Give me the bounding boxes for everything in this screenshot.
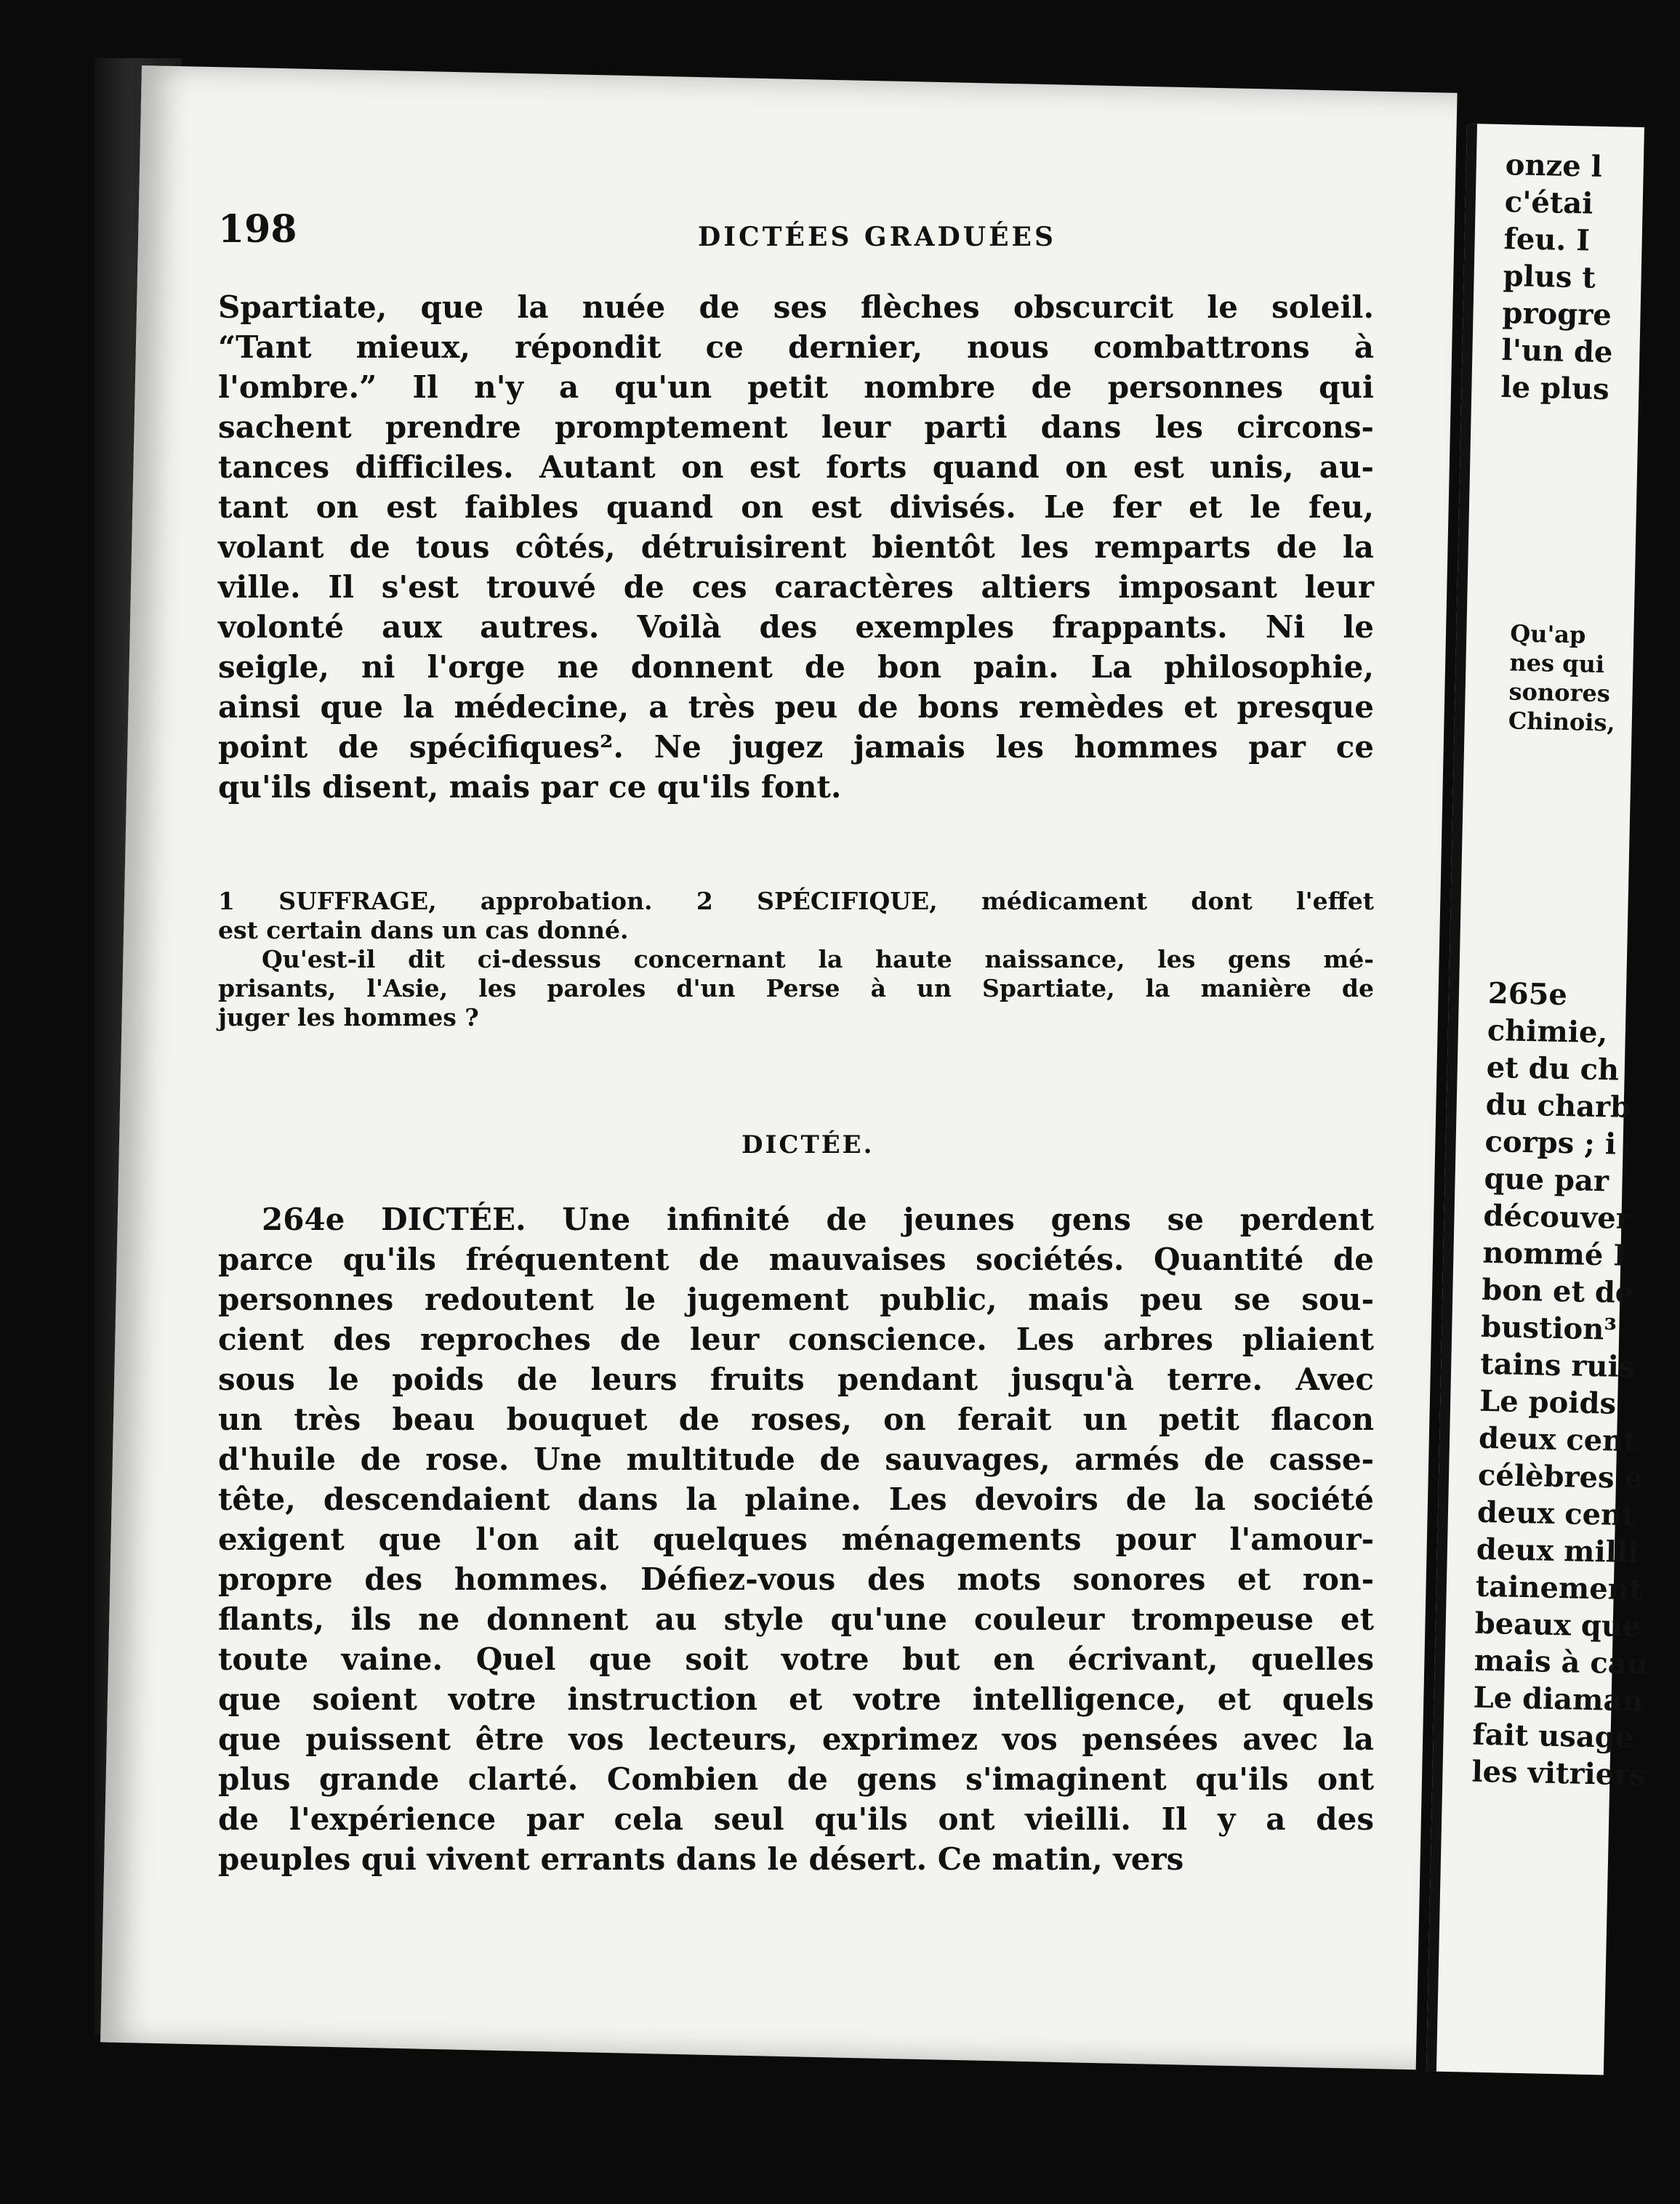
right-page-questions [1508,619,1617,737]
text-line: Chinois, [1508,707,1615,737]
text-line: “Tant mieux, répondit ce dernier, nous combattrons à [218,329,1374,365]
text-line: point de spécifiques². Ne jugez jamais les hommes par ce [218,729,1374,765]
text-line: exigent que l'on ait quelques ménagements pour l'amour- [218,1521,1374,1557]
text-line: le plus [1500,370,1610,407]
text-line: l'ombre.” Il n'y a qu'un petit nombre de personnes qui [218,369,1374,405]
text-line: et du ch [1486,1050,1620,1087]
text-line: mais à cau [1474,1643,1649,1681]
text-line: un très beau bouquet de roses, on ferait un petit flacon [218,1401,1374,1437]
text-line: Le poids [1479,1383,1617,1421]
text-line: sachent prendre promptement leur parti dans les circons- [218,409,1374,445]
text-line: progre [1502,296,1612,333]
text-line: 265e [1487,976,1568,1013]
text-line: deux milli [1476,1532,1639,1570]
text-line: nes qui [1509,648,1605,679]
text-line: tant on est faibles quand on est divisés. Le fer et le feu, [218,489,1374,525]
footnotes [218,887,1374,945]
right-page [1426,124,1649,2075]
text-line: deux cent [1476,1495,1636,1533]
text-line: plus grande clarté. Combien de gens s'imaginent qu'ils ont [218,1761,1374,1797]
text-line: plus t [1503,259,1596,295]
text-line: deux cent [1478,1420,1638,1459]
text-line: de l'expérience par cela seul qu'ils ont vieilli. Il y a des [218,1801,1374,1837]
right-page-text-top [1500,146,1617,408]
text-line: sous le poids de leurs fruits pendant jusqu'à terre. Avec [218,1362,1374,1397]
text-line: que soient votre instruction et votre intelligence, et quels [218,1681,1374,1717]
running-head: DICTÉES GRADUÉES [698,222,1056,252]
right-page-dictation-265 [1471,975,1663,1794]
text-line: Spartiate, que la nuée de ses flèches obscurcit le soleil. [218,289,1374,325]
text-line: feu. I [1503,222,1591,258]
text-line: volant de tous côtés, détruisirent bientôt les remparts de la [218,529,1374,565]
text-line: c'étai [1504,185,1593,221]
text-line: corps ; i [1484,1124,1617,1162]
text-line: beaux que [1474,1606,1641,1644]
text-line: tains ruis [1479,1346,1636,1385]
text-line: découver [1483,1198,1632,1236]
text-line: d'huile de rose. Une multitude de sauvages, armés de casse- [218,1441,1374,1477]
text-line: les vitriers [1471,1754,1647,1793]
footnote-line: 1 SUFFRAGE, approbation. 2 SPÉCIFIQUE, médicament dont l'effet [218,887,1374,915]
text-line: personnes redoutent le jugement public, mais peu se sou- [218,1282,1374,1317]
page-header [218,207,1381,251]
question-line: Qu'est-il dit ci-dessus concernant la haute naissance, les gens mé- [262,945,1374,973]
text-line: nommé I [1482,1235,1628,1273]
text-line: tête, descendaient dans la plaine. Les devoirs de la société [218,1481,1374,1517]
text-line: sonores [1508,677,1611,708]
text-line: cient des reproches de leur conscience. Les arbres pliaient [218,1322,1374,1357]
text-line: l'un de [1500,333,1613,370]
text-line: 264e DICTÉE. Une infinité de jeunes gens se perdent [262,1202,1374,1237]
page-number: 198 [218,207,297,252]
footnote-line: est certain dans un cas donné. [218,916,629,944]
text-line: bustion³ [1480,1309,1617,1347]
text-line: toute vaine. Quel que soit votre but en écrivant, quelles [218,1641,1374,1677]
paragraph-continuation [218,287,1374,807]
text-line: bon et de [1481,1272,1634,1311]
text-line: onze l [1505,148,1603,184]
text-line: ville. Il s'est trouvé de ces caractères altiers imposant leur [218,569,1374,605]
text-line: volonté aux autres. Voilà des exemples frappants. Ni le [218,609,1374,645]
text-line: que puissent être vos lecteurs, exprimez vos pensées avec la [218,1721,1374,1757]
text-line: qu'ils disent, mais par ce qu'ils font. [218,769,842,805]
text-line: Qu'ap [1509,619,1586,649]
text-line: chimie, [1487,1013,1608,1050]
text-line: ainsi que la médecine, a très peu de bons remèdes et presque [218,689,1374,725]
text-line: flants, ils ne donnent au style qu'une couleur trompeuse et [218,1601,1374,1637]
dictation-264 [218,1199,1374,1879]
text-line: fait usage [1472,1717,1634,1755]
text-line: que par [1484,1161,1609,1199]
text-line: tainement [1475,1569,1643,1607]
text-line: parce qu'ils fréquentent de mauvaises sociétés. Quantité de [218,1242,1374,1277]
section-title: DICTÉE. [741,1130,875,1159]
review-questions [218,945,1374,1032]
text-line: peuples qui vivent errants dans le désert. Ce matin, vers [218,1841,1184,1877]
text-line: propre des hommes. Défiez-vous des mots sonores et ron- [218,1561,1374,1597]
question-line: prisants, l'Asie, les paroles d'un Perse à un Spartiate, la manière de [218,974,1374,1002]
text-line: tances difficiles. Autant on est forts quand on est unis, au- [218,449,1374,485]
question-line: juger les hommes ? [218,1003,479,1031]
text-line: seigle, ni l'orge ne donnent de bon pain. La philosophie, [218,649,1374,685]
text-line: célèbres e [1477,1457,1644,1496]
text-line: Le diaman [1473,1680,1644,1718]
text-line: du charb [1485,1087,1631,1125]
